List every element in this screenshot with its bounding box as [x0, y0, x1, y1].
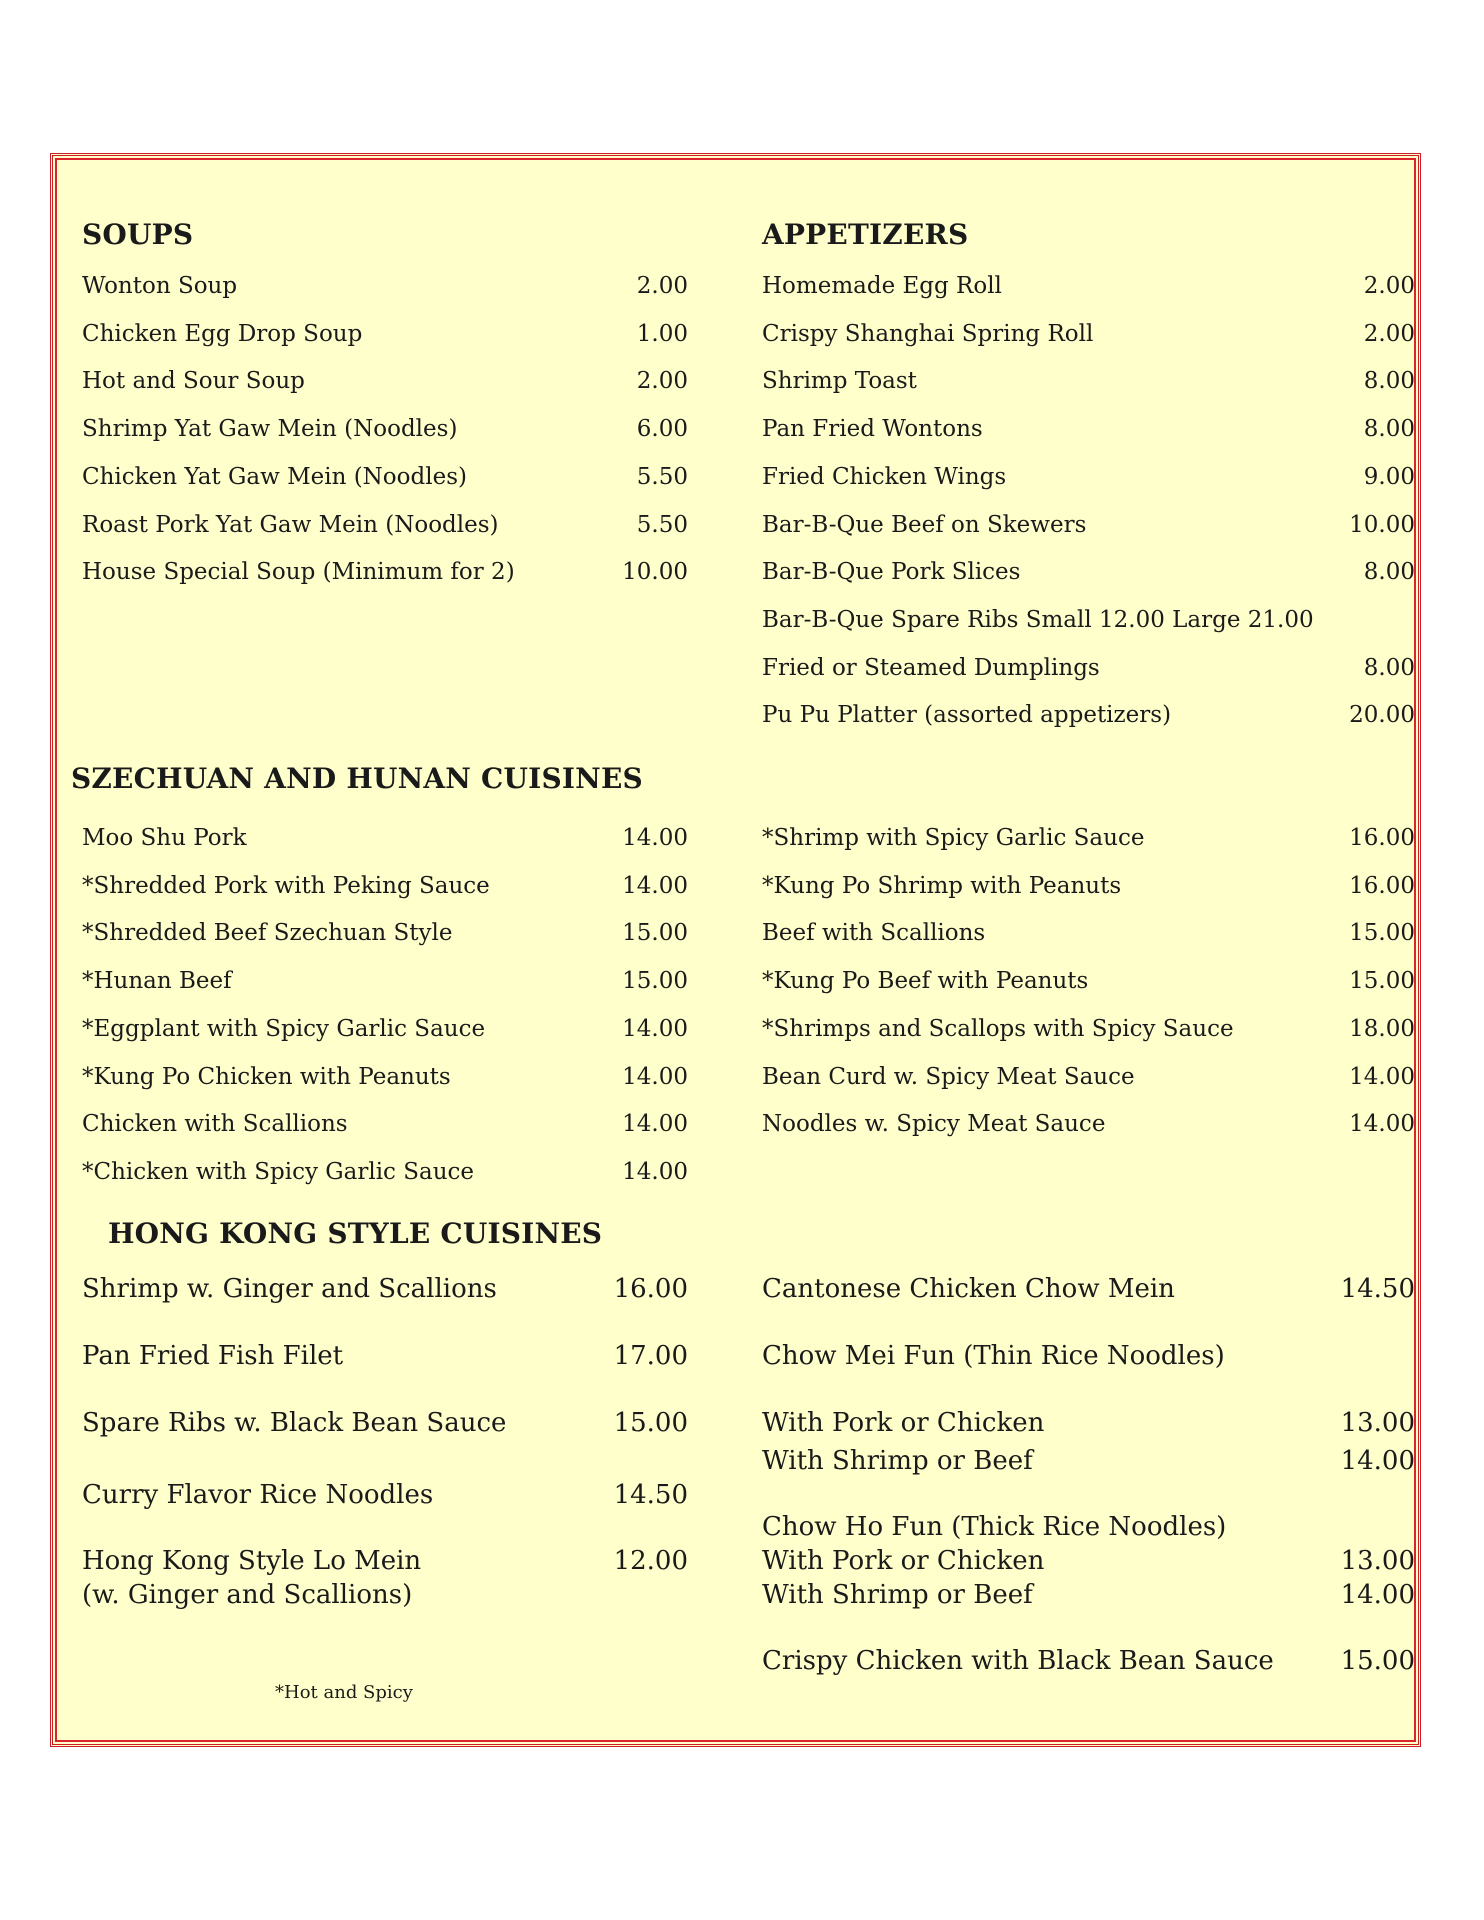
menu-item-price: 14.00: [622, 1111, 688, 1138]
menu-item-name: Fried Chicken Wings: [762, 463, 1007, 490]
menu-item-name: *Shredded Beef Szechuan Style: [82, 920, 453, 947]
menu-item-price: 14.00: [1349, 1063, 1415, 1090]
menu-item-price: 14.50: [613, 1480, 688, 1510]
menu-item-name: Shrimp w. Ginger and Scallions: [82, 1274, 497, 1304]
menu-item-name: Chow Mei Fun (Thin Rice Noodles): [762, 1341, 1225, 1371]
menu-item-price: 16.00: [613, 1274, 688, 1304]
menu-item-name: With Pork or Chicken: [762, 1546, 1045, 1576]
menu-item-price: 8.00: [1363, 416, 1415, 443]
menu-item-price: 16.00: [1349, 872, 1415, 899]
menu-item-name: Bar-B-Que Spare Ribs Small 12.00 Large 21.00: [762, 606, 1314, 633]
menu-item-name: With Pork or Chicken: [762, 1408, 1045, 1438]
menu-item-price: 14.00: [622, 1063, 688, 1090]
menu-item-name: Shrimp Toast: [762, 368, 917, 395]
menu-item-price: 13.00: [1340, 1408, 1415, 1438]
menu-item-price: 14.00: [622, 1158, 688, 1185]
menu-item-name: Wonton Soup: [82, 273, 238, 299]
menu-item-name: House Special Soup (Minimum for 2): [82, 559, 515, 586]
menu-item-price: 15.00: [1349, 968, 1415, 995]
menu-item-price: 15.00: [613, 1408, 688, 1438]
menu-item-price: 10.00: [1349, 511, 1415, 538]
menu-item-price: 12.00: [613, 1546, 688, 1576]
menu-item-price: 5.50: [636, 463, 688, 490]
menu-item-name: Crispy Shanghai Spring Roll: [762, 320, 1094, 347]
menu-item-name: Chicken Yat Gaw Mein (Noodles): [82, 463, 467, 490]
menu-item-price: 15.00: [1340, 1646, 1415, 1676]
menu-item-price: 15.00: [622, 920, 688, 947]
menu-item-name: Moo Shu Pork: [82, 825, 247, 851]
menu-item-name: Noodles w. Spicy Meat Sauce: [762, 1111, 1106, 1138]
menu-item-name: Cantonese Chicken Chow Mein: [762, 1274, 1175, 1304]
menu-item-price: 6.00: [636, 416, 688, 443]
menu-item-price: 15.00: [622, 968, 688, 995]
menu-item-name: Shrimp Yat Gaw Mein (Noodles): [82, 416, 458, 443]
menu-item-name: (w. Ginger and Scallions): [82, 1580, 413, 1610]
menu-item-name: Bar-B-Que Pork Slices: [762, 559, 1021, 586]
menu-item-name: Chow Ho Fun (Thick Rice Noodles): [762, 1512, 1227, 1542]
menu-item-price: 2.00: [1363, 273, 1415, 299]
menu-item-price: 14.00: [622, 1015, 688, 1042]
menu-item-name: *Kung Po Shrimp with Peanuts: [762, 872, 1122, 899]
menu-item-name: *Shrimps and Scallops with Spicy Sauce: [762, 1015, 1234, 1042]
menu-item-name: Pan Fried Fish Filet: [82, 1341, 344, 1371]
menu-item-name: Homemade Egg Roll: [762, 273, 1002, 299]
menu-item-price: 2.00: [1363, 320, 1415, 347]
menu-item-name: Hot and Sour Soup: [82, 368, 305, 395]
menu-item-name: *Shredded Pork with Peking Sauce: [82, 872, 490, 899]
menu-item-price: 13.00: [1340, 1546, 1415, 1576]
menu-item-price: 2.00: [636, 273, 688, 299]
menu-item-name: *Chicken with Spicy Garlic Sauce: [82, 1158, 475, 1185]
szechuan-heading: SZECHUAN AND HUNAN CUISINES: [71, 762, 643, 795]
hot-spicy-footnote: *Hot and Spicy: [275, 1682, 413, 1703]
menu-item-price: 16.00: [1349, 825, 1415, 851]
menu-item-name: Pan Fried Wontons: [762, 416, 983, 443]
menu-item-name: Spare Ribs w. Black Bean Sauce: [82, 1408, 507, 1438]
menu-item-price: 14.00: [1340, 1446, 1415, 1476]
hongkong-heading: HONG KONG STYLE CUISINES: [108, 1217, 603, 1250]
menu-item-price: 14.00: [622, 872, 688, 899]
menu-item-name: Fried or Steamed Dumplings: [762, 654, 1100, 681]
menu-item-name: *Kung Po Beef with Peanuts: [762, 968, 1089, 995]
menu-item-name: Pu Pu Platter (assorted appetizers): [762, 702, 1172, 729]
appetizers-heading: APPETIZERS: [762, 218, 969, 251]
menu-item-price: 8.00: [1363, 368, 1415, 395]
menu-item-name: Chicken Egg Drop Soup: [82, 320, 363, 347]
menu-item-name: *Eggplant with Spicy Garlic Sauce: [82, 1015, 486, 1042]
menu-item-price: 14.50: [1340, 1274, 1415, 1304]
menu-item-price: 14.00: [622, 825, 688, 851]
soups-heading: SOUPS: [82, 218, 194, 251]
menu-item-price: 9.00: [1363, 463, 1415, 490]
menu-item-name: *Shrimp with Spicy Garlic Sauce: [762, 825, 1145, 851]
menu-item-price: 5.50: [636, 511, 688, 538]
menu-item-name: Crispy Chicken with Black Bean Sauce: [762, 1646, 1274, 1676]
menu-item-name: Bar-B-Que Beef on Skewers: [762, 511, 1087, 538]
menu-item-price: 15.00: [1349, 920, 1415, 947]
menu-item-price: 18.00: [1349, 1015, 1415, 1042]
menu-item-price: 1.00: [636, 320, 688, 347]
menu-item-price: 8.00: [1363, 654, 1415, 681]
menu-item-name: Beef with Scallions: [762, 920, 986, 947]
menu-item-name: Chicken with Scallions: [82, 1111, 348, 1138]
menu-item-name: Curry Flavor Rice Noodles: [82, 1480, 434, 1510]
menu-item-price: 2.00: [636, 368, 688, 395]
menu-item-name: With Shrimp or Beef: [762, 1446, 1033, 1476]
menu-item-price: 14.00: [1340, 1580, 1415, 1610]
menu-item-name: *Kung Po Chicken with Peanuts: [82, 1063, 451, 1090]
menu-item-name: Roast Pork Yat Gaw Mein (Noodles): [82, 511, 499, 538]
menu-item-price: 20.00: [1349, 702, 1415, 729]
menu-item-name: *Hunan Beef: [82, 968, 232, 995]
menu-item-price: 17.00: [613, 1341, 688, 1371]
menu-item-price: 10.00: [622, 559, 688, 586]
menu-item-price: 14.00: [1349, 1111, 1415, 1138]
menu-item-price: 8.00: [1363, 559, 1415, 586]
menu-item-name: Bean Curd w. Spicy Meat Sauce: [762, 1063, 1135, 1090]
menu-item-name: With Shrimp or Beef: [762, 1580, 1033, 1610]
menu-item-name: Hong Kong Style Lo Mein: [82, 1546, 422, 1576]
